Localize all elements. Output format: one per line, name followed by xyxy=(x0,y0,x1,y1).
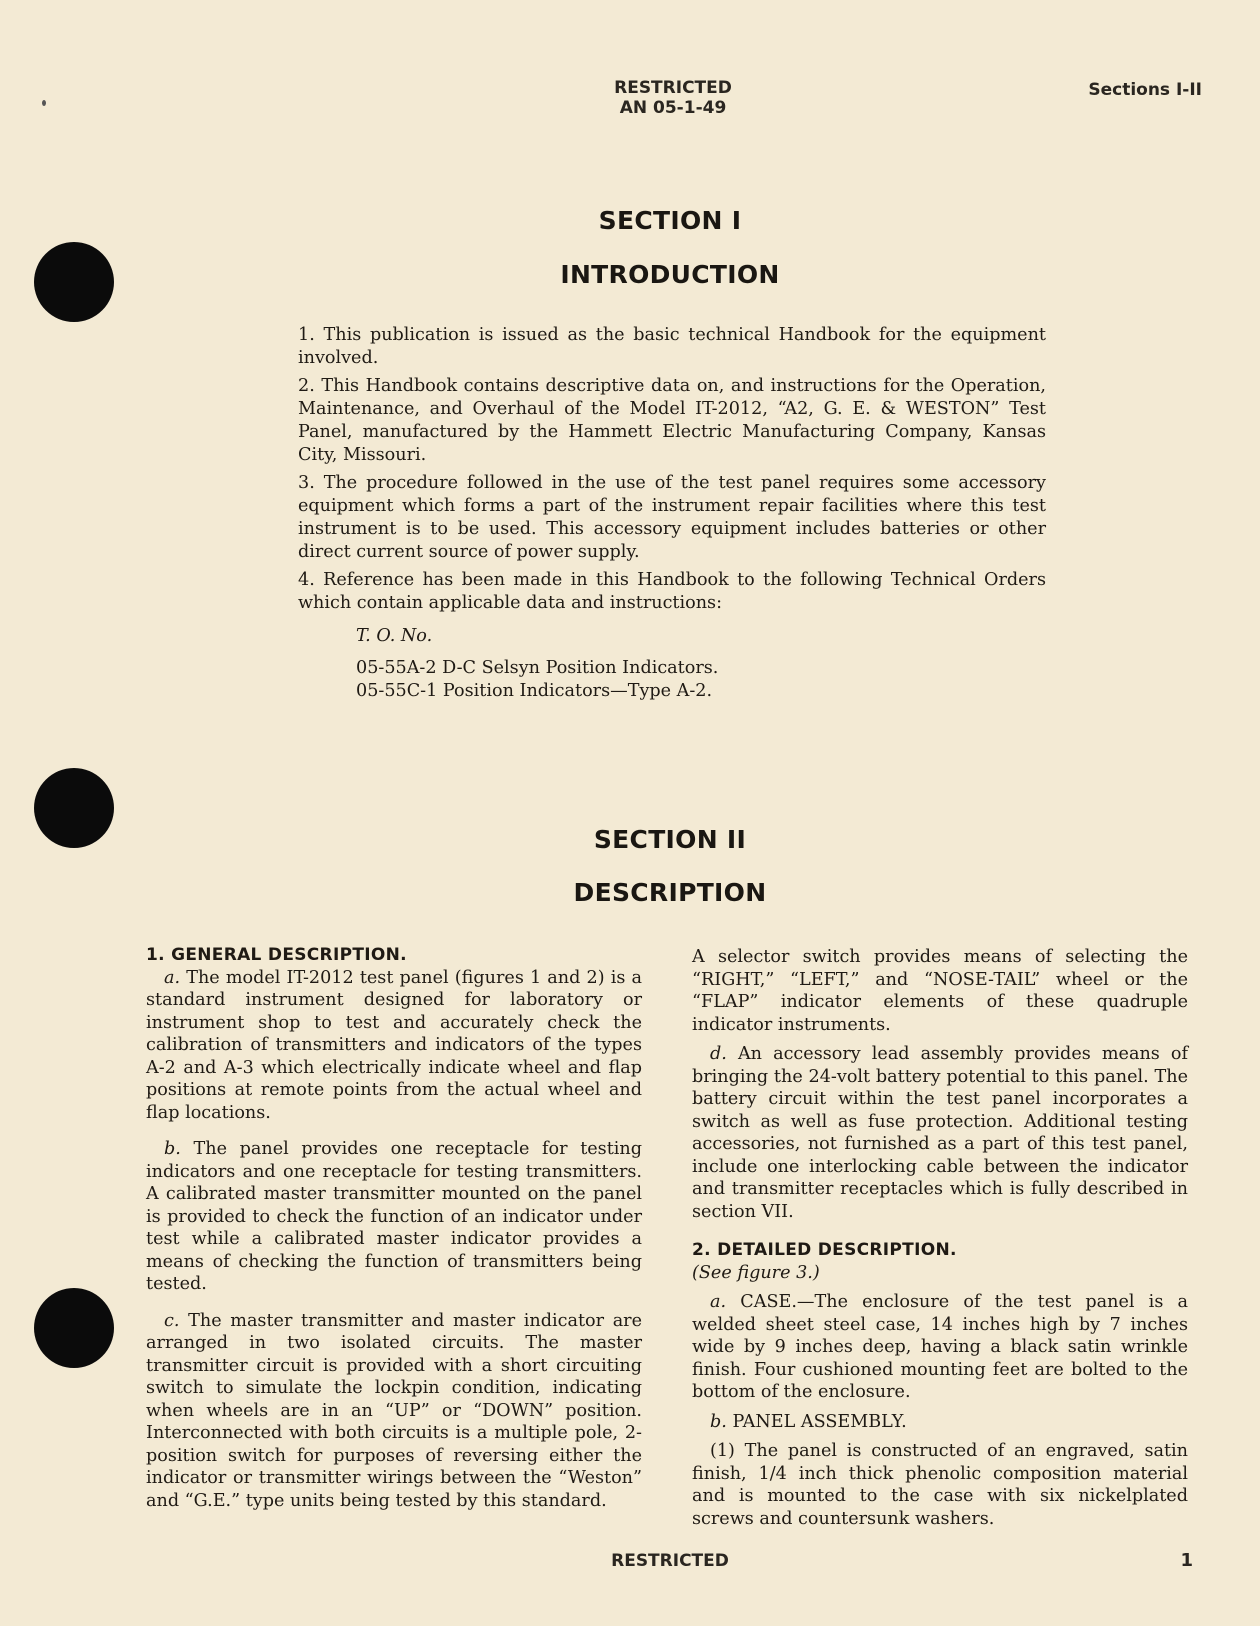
section1-title: SECTION I xyxy=(598,206,742,235)
section2-title: SECTION II xyxy=(593,825,747,854)
para-c-text: The master transmitter and master indicator are arranged in two isolated circuits. The master transmitter circuit is provided with a short circuiting switch to simulate the lockpin condition, indicating when wheels are in an “UP” or “DOWN” position. Interconnected with both circuits is a multiple pole, 2-position switch for purposes of reversing either the indicator or transmitter wirings between the “Weston” and “G.E.” type units being tested by this standard. xyxy=(146,1310,643,1511)
intro-paragraph-3: 3. The procedure followed in the use of the test panel requires some accessory equipment which forms a part of the instrument repair facilities where this test instrument is to be used. This accessory equipment includes batteries or other direct current source of power supply. xyxy=(298,473,1046,562)
general-paragraph-b xyxy=(146,1138,642,1296)
section1-subtitle: INTRODUCTION xyxy=(560,260,780,289)
footer-classification: RESTRICTED xyxy=(611,1551,729,1571)
panel-label: b. xyxy=(710,1411,727,1432)
page-number: 1 xyxy=(1180,1550,1193,1571)
para-d-label: d. xyxy=(710,1044,727,1064)
page-header xyxy=(573,78,773,118)
panel-assembly-heading xyxy=(692,1411,1188,1434)
case-paragraph xyxy=(692,1291,1188,1404)
section2-subtitle: DESCRIPTION xyxy=(573,878,767,907)
description-right-column xyxy=(692,946,1188,1530)
to-item-2: 05-55C-1 Position Indicators—Type A-2. xyxy=(356,681,713,701)
general-description-heading: 1. GENERAL DESCRIPTION. xyxy=(146,945,407,965)
general-paragraph-a xyxy=(146,967,642,1125)
description-left-column xyxy=(146,944,642,1512)
para-d-text: An accessory lead assembly provides means of bringing the 24-volt battery potential to this panel. The battery circuit within the test panel incorporates a switch as well as fuse protection. Additional testing accessories, not furnished as a part of this test panel, include one interlocking cable between the indicator and transmitter receptacles which is fully described in section VII. xyxy=(692,1044,1188,1222)
para-a-text: The model IT-2012 test panel (figures 1 and 2) is a standard instrument designed for laboratory or instrument shop to test and accurately check the calibration of transmitters and indicators of the types A-2 and A-3 which electrically indicate wheel and flap positions at remote points from the actual wheel and flap locations. xyxy=(146,967,643,1123)
case-label: a. xyxy=(710,1292,727,1312)
general-paragraph-c xyxy=(146,1310,642,1513)
see-figure-note: (See figure 3.) xyxy=(692,1262,820,1283)
header-sections-label: Sections I-II xyxy=(1088,80,1202,100)
paragraph-c-continuation: A selector switch provides means of selecting the “RIGHT,” “LEFT,” and “NOSE-TAIL” wheel or the “FLAP” indicator elements of these quadruple indicator instruments. xyxy=(692,947,1188,1035)
intro-paragraph-4: 4. Reference has been made in this Handbook to the following Technical Orders which contain applicable data and instructions: xyxy=(298,570,1046,613)
detailed-description-heading: 2. DETAILED DESCRIPTION. xyxy=(692,1240,957,1260)
para-c-label: c. xyxy=(164,1310,180,1331)
to-number-header: T. O. No. xyxy=(356,626,433,646)
introduction-body xyxy=(298,324,1046,708)
speck-mark xyxy=(42,100,46,106)
panel-text: PANEL ASSEMBLY. xyxy=(732,1411,907,1432)
para-b-text: The panel provides one receptacle for testing indicators and one receptacle for testing transmitters. A calibrated master transmitter mounted on the panel is provided to check the function of an indicator under test while a calibrated master indicator provides a means of checking the function of transmitters being tested. xyxy=(146,1139,642,1294)
binder-hole-bottom xyxy=(34,1288,114,1368)
header-doc-number: AN 05-1-49 xyxy=(619,98,727,118)
header-classification: RESTRICTED xyxy=(614,78,732,98)
panel-paragraph-1: (1) The panel is constructed of an engraved, satin finish, 1/4 inch thick phenolic composition material and is mounted to the case with six nickelplated screws and countersunk washers. xyxy=(692,1441,1188,1529)
general-paragraph-d xyxy=(692,1043,1188,1223)
para-a-label: a. xyxy=(164,967,181,988)
case-text: CASE.—The enclosure of the test panel is a welded sheet steel case, 14 inches high by 7 inches wide by 9 inches deep, having a black satin wrinkle finish. Four cushioned mounting feet are bolted to the bottom of the enclosure. xyxy=(692,1292,1189,1402)
to-item-1: 05-55A-2 D-C Selsyn Position Indicators. xyxy=(356,658,719,678)
para-b-label: b. xyxy=(164,1139,181,1159)
intro-paragraph-2: 2. This Handbook contains descriptive data on, and instructions for the Operation, Maintenance, and Overhaul of the Model IT-2012, “A2, G. E. & WESTON” Test Panel, manufactured by the Hammett Electric Manufacturing Company, Kansas City, Missouri. xyxy=(298,376,1046,465)
intro-paragraph-1: 1. This publication is issued as the basic technical Handbook for the equipment involved. xyxy=(298,325,1046,368)
